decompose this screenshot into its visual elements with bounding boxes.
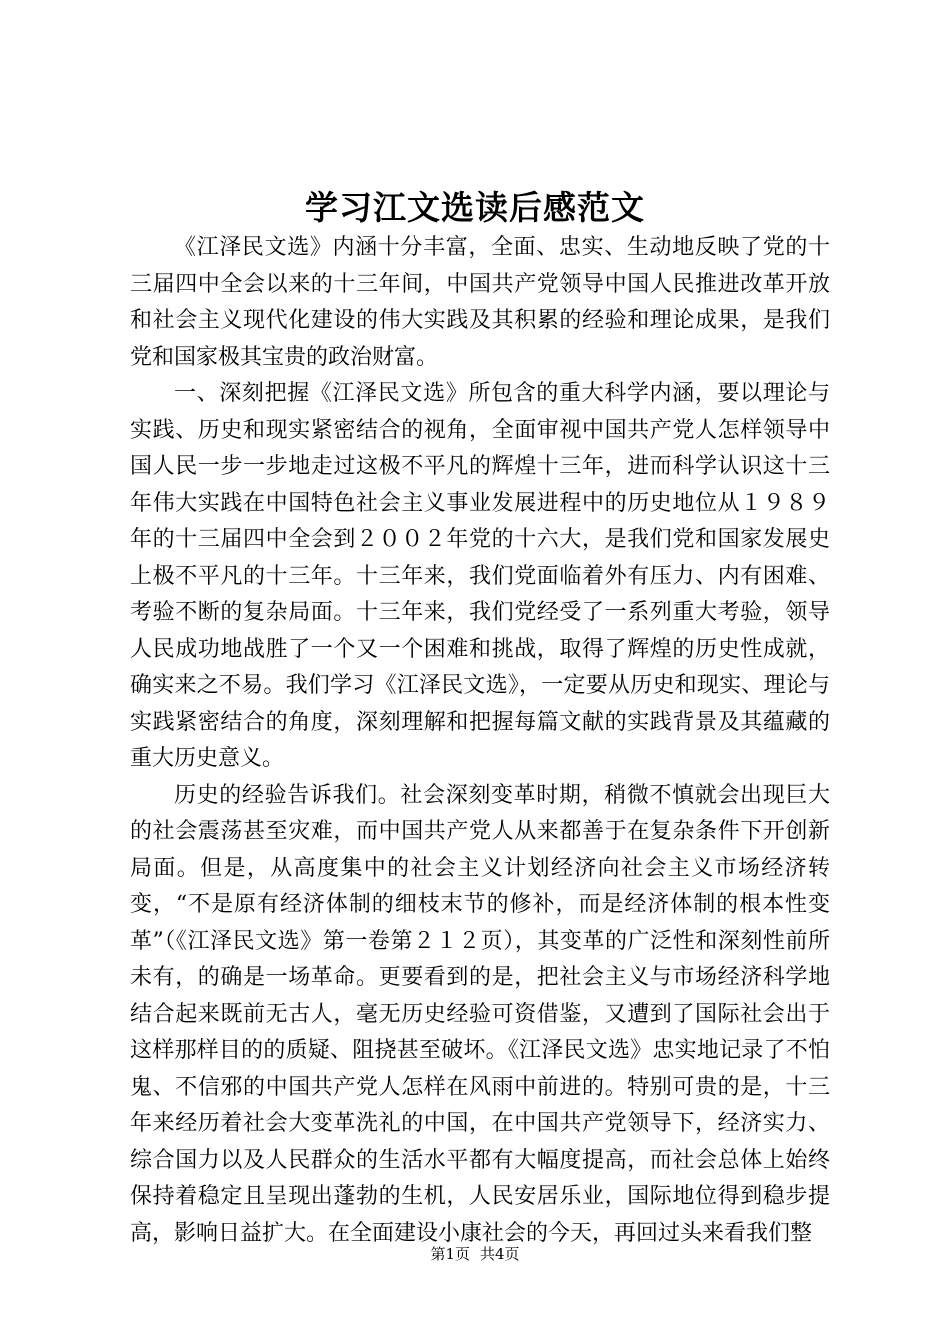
- page-footer: [0, 1244, 950, 1264]
- paragraph-intro: 《江泽民文选》内涵十分丰富，全面、忠实、生动地反映了党的十三届四中全会以来的十三年间，中国共产党领导中国人民推进改革开放和社会主义现代化建设的伟大实践及其积累的经验和理论成果，是我们党和国家极其宝贵的政治财富。: [130, 235, 830, 370]
- page-number: 第1页: [430, 1245, 470, 1263]
- document-body: [130, 230, 830, 1252]
- page-title: 学习江文选读后感范文: [305, 188, 645, 227]
- paragraph-section-one: 一、深刻把握《江泽民文选》所包含的重大科学内涵，要以理论与实践、历史和现实紧密结合的视角，全面审视中国共产党人怎样领导中国人民一步一步地走过这极不平凡的辉煌十三年，进而科学认识这十三年伟大实践在中国特色社会主义事业发展进程中的历史地位从１９８９年的十三届四中全会到２００２年党的十六大，是我们党和国家发展史上极不平凡的十三年。十三年来，我们党面临着外有压力、内有困难、考验不断的复杂局面。十三年来，我们党经受了一系列重大考验，领导人民成功地战胜了一个又一个困难和挑战，取得了辉煌的历史性成就，确实来之不易。我们学习《江泽民文选》，一定要从历史和现实、理论与实践紧密结合的角度，深刻理解和把握每篇文献的实践背景及其蕴藏的重大历史意义。: [130, 381, 830, 771]
- page-total: 共4页: [480, 1245, 520, 1263]
- paragraph-history: 历史的经验告诉我们。社会深刻变革时期，稍微不慎就会出现巨大的社会震荡甚至灾难，而中国共产党人从来都善于在复杂条件下开创新局面。但是，从高度集中的社会主义计划经济向社会主义市场经济转变，“不是原有经济体制的细枝末节的修补，而是经济体制的根本性变革”（《江泽民文选》第一卷第２１２页），其变革的广泛性和深刻性前所未有，的确是一场革命。更要看到的是，把社会主义与市场经济科学地结合起来既前无古人，毫无历史经验可资借鉴，又遭到了国际社会出于这样那样目的的质疑、阻挠甚至破坏。《江泽民文选》忠实地记录了不怕鬼、不信邪的中国共产党人怎样在风雨中前进的。特别可贵的是，十三年来经历着社会大变革洗礼的中国，在中国共产党领导下，经济实力、综合国力以及人民群众的生活水平都有大幅度提高，而社会总体上始终保持着稳定且呈现出蓬勃的生机，人民安居乐业，国际地位得到稳步提高，影响日益扩大。在全面建设小康社会的今天，再回过头来看我们整: [130, 782, 830, 1246]
